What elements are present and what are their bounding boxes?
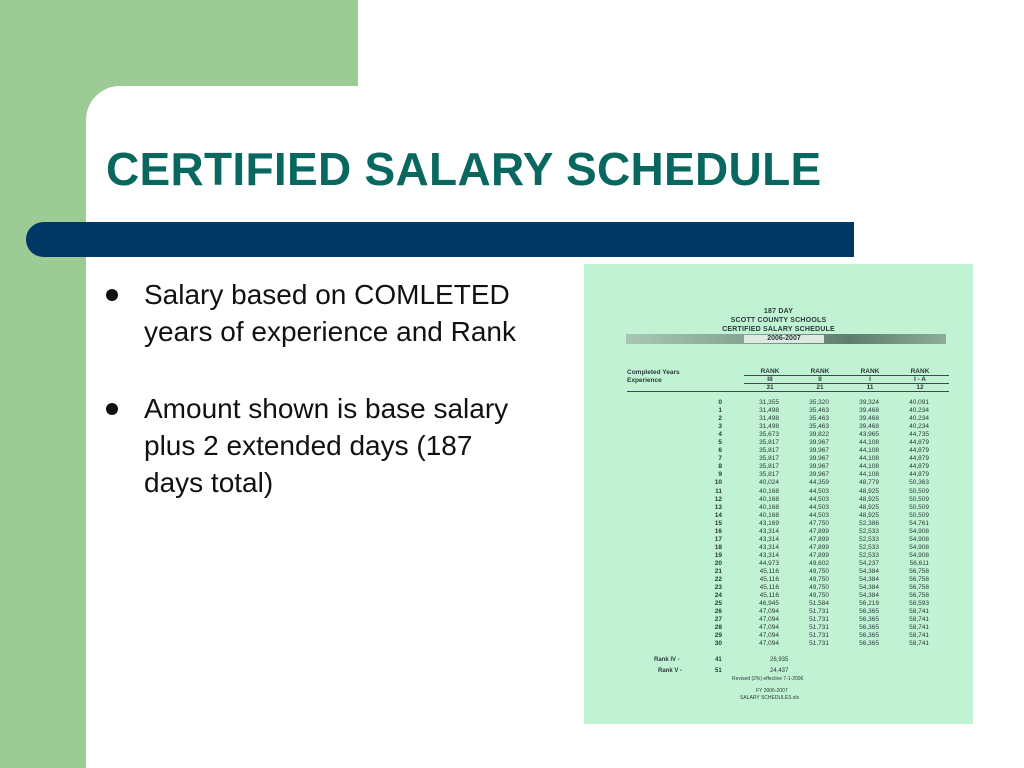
header-rule (627, 391, 949, 392)
bullet-list (104, 276, 524, 541)
years-cell: 17 (714, 535, 722, 543)
salary-cell: 47,094 (759, 616, 779, 624)
years-cell: 19 (714, 551, 722, 559)
salary-cell: 58,741 (909, 640, 929, 648)
salary-cell: 39,967 (809, 439, 829, 447)
salary-row (688, 552, 930, 560)
salary-row (688, 632, 930, 640)
salary-cell: 47,750 (809, 519, 829, 527)
salary-cell: 47,899 (809, 551, 829, 559)
salary-cell: 40,168 (759, 495, 779, 503)
salary-cell: 31,355 (759, 399, 779, 407)
years-cell: 25 (714, 600, 722, 608)
salary-cell: 51,731 (809, 632, 829, 640)
salary-cell: 47,899 (809, 535, 829, 543)
years-cell: 14 (714, 511, 722, 519)
years-cell: 16 (714, 527, 722, 535)
years-cell: 3 (718, 423, 722, 431)
salary-cell: 48,925 (859, 511, 879, 519)
salary-cell: 31,498 (759, 407, 779, 415)
salary-cell: 51,731 (809, 608, 829, 616)
salary-cell: 47,094 (759, 640, 779, 648)
salary-cell: 56,611 (909, 559, 929, 567)
salary-cell: 35,463 (809, 407, 829, 415)
salary-cell: 44,879 (909, 455, 929, 463)
years-cell: 20 (714, 559, 722, 567)
salary-cell: 44,108 (859, 463, 879, 471)
salary-row (688, 576, 930, 584)
salary-cell: 40,234 (909, 415, 929, 423)
salary-cell: 40,234 (909, 407, 929, 415)
years-cell: 9 (718, 471, 722, 479)
salary-cell: 58,593 (909, 600, 929, 608)
completed-years-label: Completed Years (627, 369, 680, 376)
salary-cell: 35,673 (759, 431, 779, 439)
rank-v-code: 51 (715, 668, 722, 674)
bullet-text: Salary based on COMLETED years of experience and Rank (144, 279, 516, 347)
schedule-year: 2006-2007 (744, 335, 824, 343)
years-cell: 28 (714, 624, 722, 632)
salary-cell: 44,879 (909, 463, 929, 471)
years-cell: 29 (714, 632, 722, 640)
salary-cell: 44,879 (909, 447, 929, 455)
salary-row (688, 544, 930, 552)
salary-cell: 39,468 (859, 423, 879, 431)
salary-cell: 54,908 (909, 535, 929, 543)
years-cell: 26 (714, 608, 722, 616)
salary-cell: 45,116 (759, 568, 779, 575)
salary-cell: 54,237 (859, 559, 879, 567)
salary-cell: 35,817 (759, 463, 779, 471)
salary-cell: 39,468 (859, 415, 879, 423)
salary-cell: 31,498 (759, 415, 779, 423)
years-cell: 22 (714, 576, 722, 584)
salary-row (688, 600, 930, 608)
rank-iv-label: Rank IV - (654, 657, 680, 663)
schedule-heading: CERTIFIED SALARY SCHEDULE (722, 326, 835, 333)
salary-cell: 44,879 (909, 439, 929, 447)
salary-cell: 39,967 (809, 447, 829, 455)
salary-cell: 40,234 (909, 423, 929, 431)
bullet-item (104, 390, 524, 501)
salary-cell: 45,116 (759, 592, 779, 600)
column-rank-code: 21 (816, 384, 824, 391)
salary-row (688, 584, 930, 592)
salary-cell: 43,314 (759, 551, 779, 559)
salary-cell: 44,503 (809, 503, 829, 511)
salary-cell: 44,503 (809, 487, 829, 495)
salary-cell: 44,973 (759, 559, 779, 567)
salary-cell: 48,925 (859, 495, 879, 503)
salary-row (688, 471, 930, 479)
salary-cell: 43,314 (759, 543, 779, 551)
salary-row (688, 528, 930, 536)
salary-cell: 46,945 (759, 600, 779, 608)
salary-cell: 35,463 (809, 423, 829, 431)
salary-row (688, 407, 930, 415)
salary-cell: 43,314 (759, 527, 779, 535)
salary-cell: 39,468 (859, 407, 879, 415)
salary-cell: 54,908 (909, 551, 929, 559)
salary-cell: 40,091 (909, 399, 929, 407)
salary-row (688, 447, 930, 455)
column-rank-name: I - A (913, 376, 927, 383)
salary-cell: 39,822 (809, 431, 829, 439)
salary-cell: 56,365 (859, 624, 879, 632)
salary-cell: 54,908 (909, 543, 929, 551)
salary-cell: 51,731 (809, 616, 829, 624)
salary-cell: 52,386 (859, 519, 879, 527)
salary-cell: 58,741 (909, 632, 929, 640)
bullet-dot-icon (106, 403, 118, 415)
column-rank-label: RANK (860, 368, 880, 375)
salary-row (688, 536, 930, 544)
title-divider-bar (26, 222, 854, 257)
years-cell: 6 (718, 447, 722, 455)
bullet-text: Amount shown is base salary plus 2 extended days (187 days total) (144, 393, 509, 498)
years-cell: 18 (714, 543, 722, 551)
salary-cell: 56,758 (909, 592, 929, 600)
salary-row (688, 455, 930, 463)
salary-row (688, 439, 930, 447)
salary-row (688, 568, 930, 576)
years-cell: 5 (718, 439, 722, 447)
years-cell: 4 (718, 431, 722, 439)
years-cell: 11 (715, 487, 722, 495)
salary-cell: 45,116 (759, 576, 779, 584)
salary-cell: 35,320 (809, 399, 829, 407)
rank-v-value: 24,437 (770, 668, 789, 674)
column-rank-label: RANK (810, 368, 830, 375)
years-cell: 30 (714, 640, 722, 648)
salary-cell: 47,899 (809, 543, 829, 551)
column-rank-code: 31 (766, 384, 774, 391)
salary-table (688, 399, 930, 648)
salary-cell: 49,750 (809, 584, 829, 592)
salary-cell: 49,750 (809, 576, 829, 584)
header-rule (744, 375, 949, 376)
salary-cell: 44,108 (859, 447, 879, 455)
column-rank-name: II (818, 376, 822, 383)
salary-cell: 45,116 (759, 584, 779, 592)
salary-cell: 48,925 (859, 487, 879, 495)
years-cell: 2 (718, 415, 722, 423)
rank-iv-value: 26,935 (770, 657, 789, 663)
bullet-dot-icon (106, 289, 118, 301)
column-rank-code: 12 (916, 384, 924, 391)
salary-cell: 39,967 (809, 455, 829, 463)
salary-cell: 54,384 (859, 584, 879, 592)
salary-cell: 50,509 (909, 511, 929, 519)
salary-row (688, 463, 930, 471)
column-rank-label: RANK (760, 368, 780, 375)
salary-cell: 54,761 (909, 519, 929, 527)
column-rank-name: III (767, 376, 773, 383)
salary-cell: 47,094 (759, 624, 779, 632)
salary-row (688, 616, 930, 624)
salary-cell: 54,384 (859, 576, 879, 584)
salary-cell: 58,741 (909, 608, 929, 616)
salary-row (688, 415, 930, 423)
slide-title: CERTIFIED SALARY SCHEDULE (106, 143, 822, 195)
salary-cell: 43,314 (759, 535, 779, 543)
salary-row (688, 520, 930, 528)
revised-note: Revised (2%) effective 7-1-2006 (732, 676, 804, 682)
salary-row (688, 624, 930, 632)
salary-cell: 43,169 (759, 519, 779, 527)
salary-cell: 40,024 (759, 479, 779, 487)
salary-cell: 44,503 (809, 511, 829, 519)
salary-cell: 50,509 (909, 503, 929, 511)
salary-cell: 39,967 (809, 463, 829, 471)
salary-row (688, 504, 930, 512)
salary-cell: 44,879 (909, 471, 929, 479)
salary-cell: 50,363 (909, 479, 929, 487)
salary-row (688, 512, 930, 520)
salary-cell: 49,750 (809, 592, 829, 600)
salary-cell: 43,965 (859, 431, 879, 439)
salary-cell: 48,779 (859, 479, 879, 487)
salary-cell: 39,324 (859, 399, 879, 407)
file-name: SALARY SCHEDULES.xls (740, 695, 800, 701)
salary-cell: 56,365 (859, 640, 879, 648)
salary-cell: 47,094 (759, 608, 779, 616)
salary-cell: 50,509 (909, 495, 929, 503)
years-cell: 0 (718, 399, 722, 407)
salary-cell: 56,219 (859, 600, 879, 608)
years-cell: 15 (714, 519, 722, 527)
years-cell: 13 (714, 503, 722, 511)
salary-cell: 44,359 (809, 479, 829, 487)
salary-cell: 58,741 (909, 616, 929, 624)
salary-cell: 50,509 (909, 487, 929, 495)
salary-cell: 35,817 (759, 439, 779, 447)
salary-cell: 31,498 (759, 423, 779, 431)
salary-cell: 44,108 (859, 471, 879, 479)
experience-label: Experience (627, 377, 662, 384)
years-cell: 27 (714, 616, 722, 624)
salary-cell: 35,817 (759, 471, 779, 479)
years-cell: 21 (714, 568, 722, 575)
salary-cell: 58,741 (909, 624, 929, 632)
years-cell: 10 (714, 479, 722, 487)
salary-cell: 35,463 (809, 415, 829, 423)
column-rank-name: I (869, 376, 871, 383)
salary-cell: 48,925 (859, 503, 879, 511)
header-rule (744, 383, 949, 384)
salary-row (688, 640, 930, 648)
salary-cell: 39,967 (809, 471, 829, 479)
salary-cell: 52,533 (859, 527, 879, 535)
column-rank-label: RANK (910, 368, 930, 375)
years-cell: 1 (718, 407, 722, 415)
salary-cell: 52,533 (859, 551, 879, 559)
column-rank-code: 11 (866, 384, 874, 391)
years-cell: 12 (714, 495, 722, 503)
salary-cell: 52,533 (859, 535, 879, 543)
salary-row (688, 592, 930, 600)
salary-cell: 47,899 (809, 527, 829, 535)
salary-cell: 49,750 (809, 568, 829, 575)
rank-v-label: Rank V - (658, 668, 683, 674)
salary-cell: 35,817 (759, 455, 779, 463)
bullet-item (104, 276, 524, 350)
years-cell: 8 (718, 463, 722, 471)
salary-cell: 49,602 (809, 559, 829, 567)
years-cell: 24 (714, 592, 722, 600)
salary-cell: 51,731 (809, 640, 829, 648)
salary-row (688, 423, 930, 431)
salary-row (688, 496, 930, 504)
salary-cell: 40,168 (759, 511, 779, 519)
years-cell: 23 (714, 584, 722, 592)
salary-row (688, 488, 930, 496)
years-cell: 7 (718, 455, 722, 463)
salary-cell: 52,533 (859, 543, 879, 551)
salary-cell: 44,735 (909, 431, 929, 439)
salary-cell: 40,168 (759, 487, 779, 495)
salary-cell: 56,365 (859, 608, 879, 616)
schedule-days: 187 DAY (763, 308, 794, 315)
salary-cell: 44,108 (859, 455, 879, 463)
salary-cell: 56,365 (859, 616, 879, 624)
salary-cell: 56,365 (859, 632, 879, 640)
salary-cell: 35,817 (759, 447, 779, 455)
salary-row (688, 399, 930, 407)
schedule-district: SCOTT COUNTY SCHOOLS (730, 317, 827, 324)
salary-cell: 54,908 (909, 527, 929, 535)
salary-cell: 56,758 (909, 576, 929, 584)
salary-cell: 56,758 (909, 568, 929, 575)
salary-cell: 51,584 (809, 600, 829, 608)
salary-cell: 40,168 (759, 503, 779, 511)
salary-cell: 47,094 (759, 632, 779, 640)
salary-row (688, 608, 930, 616)
salary-cell: 44,108 (859, 439, 879, 447)
salary-row (688, 431, 930, 439)
salary-cell: 54,384 (859, 568, 879, 575)
fiscal-year: FY 2006-2007 (756, 688, 788, 694)
salary-row (688, 479, 930, 487)
salary-cell: 54,384 (859, 592, 879, 600)
salary-row (688, 560, 930, 568)
salary-cell: 56,758 (909, 584, 929, 592)
salary-cell: 51,731 (809, 624, 829, 632)
salary-schedule-image (584, 264, 973, 724)
salary-cell: 44,503 (809, 495, 829, 503)
rank-iv-code: 41 (715, 657, 722, 663)
